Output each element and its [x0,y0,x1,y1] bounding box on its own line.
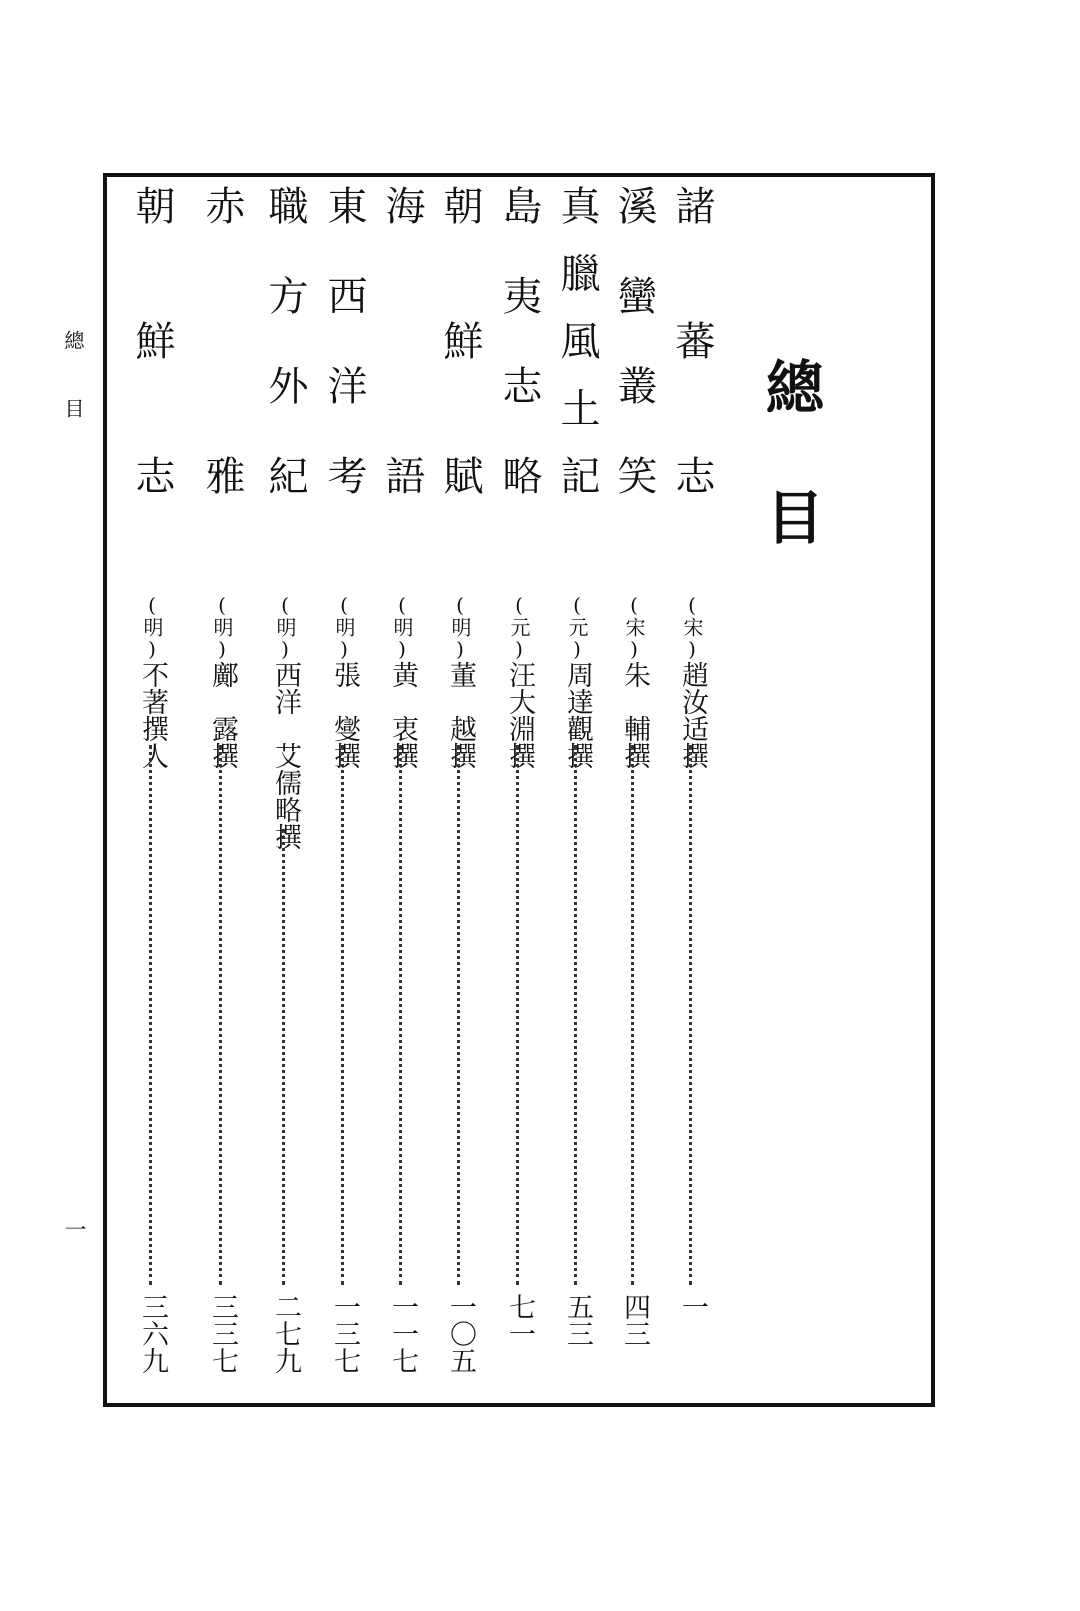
entry-author-name: 趙汝适撰 [677,661,708,769]
entry-dynasty: (明) [140,593,164,661]
dot-leader [149,745,158,1285]
entry-author-name: 董 越撰 [445,661,476,769]
entry-dynasty: (元) [565,593,589,661]
entry-title: 朝鮮賦 [437,185,483,495]
toc-entry [124,185,180,1385]
running-head: 總目 [61,330,85,466]
entry-title: 職方外紀 [262,185,308,495]
entry-title: 赤雅 [199,185,245,495]
entry-title: 朝鮮志 [129,185,175,495]
entry-page-number: 一一七 [387,1293,418,1374]
dot-leader [341,745,350,1285]
entry-title: 島夷志略 [496,185,542,495]
entry-title: 諸蕃志 [669,185,715,495]
toc-entry [316,185,372,1385]
entry-author-name: 周達觀撰 [562,661,593,769]
entry-author [555,593,599,769]
entry-dynasty: (明) [210,593,234,661]
entry-dynasty: (宋) [622,593,646,661]
entry-page-number: 五三 [562,1293,593,1347]
dot-leader [689,745,698,1285]
entry-author-name: 朱 輔撰 [619,661,650,769]
dot-leader [631,745,640,1285]
toc-entry [664,185,720,1385]
dot-leader [282,829,291,1285]
entry-dynasty: (明) [332,593,356,661]
entry-page-number: 一三七 [329,1293,360,1374]
entry-title: 海語 [379,185,425,495]
entry-page-number: 二七九 [270,1293,301,1374]
entry-page-number: 七一 [504,1293,535,1347]
entry-title: 東西洋考 [321,185,367,495]
toc-entry [432,185,488,1385]
entry-title: 溪蠻叢笑 [611,185,657,495]
entry-author-name: 張 燮撰 [329,661,360,769]
page-title: 總目 [756,357,824,617]
entry-author [130,593,174,769]
entry-page-number: 一 [677,1293,708,1320]
dot-leader [574,745,583,1285]
dot-leader [399,745,408,1285]
entry-author-name: 汪大淵撰 [504,661,535,769]
entry-dynasty: (明) [390,593,414,661]
entry-author [497,593,541,769]
toc-entry [491,185,547,1385]
entry-dynasty: (明) [448,593,472,661]
entry-author [438,593,482,769]
toc-entry [549,185,605,1385]
entry-page-number: 三三七 [207,1293,238,1374]
toc-entry [606,185,662,1385]
entry-author [200,593,244,769]
toc-entry [257,185,313,1385]
entry-author [670,593,714,769]
entry-author-name: 鄺 露撰 [207,661,238,769]
entry-author-name: 黄 衷撰 [387,661,418,769]
dot-leader [516,745,525,1285]
toc-entry [194,185,250,1385]
dot-leader [457,745,466,1285]
entry-page-number: 四三 [619,1293,650,1347]
entry-author-name: 西洋 艾儒略撰 [270,661,301,850]
entry-page-number: 一〇五 [445,1293,476,1374]
dot-leader [219,745,228,1285]
entry-author-name: 不著撰人 [137,661,168,769]
entry-page-number: 三六九 [137,1293,168,1374]
toc-entry [374,185,430,1385]
entry-dynasty: (元) [507,593,531,661]
entry-dynasty: (明) [273,593,297,661]
entry-author [612,593,656,769]
entry-author [380,593,424,769]
entry-author [263,593,307,850]
entry-dynasty: (宋) [680,593,704,661]
entry-title: 真臘風土記 [554,185,600,495]
folio-number: 一 [61,1218,86,1240]
entry-author [322,593,366,769]
